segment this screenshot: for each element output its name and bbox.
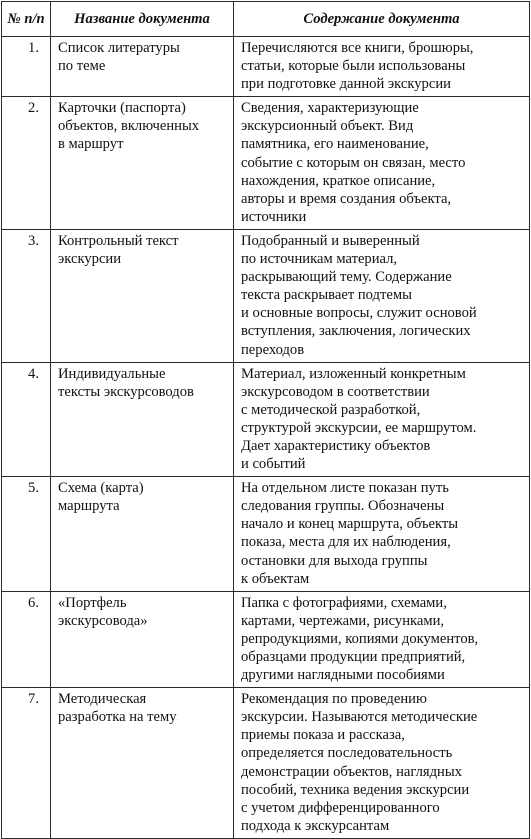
table-row xyxy=(2,362,530,477)
row-document-name: Индивидуальные тексты экскурсоводов xyxy=(51,362,234,477)
row-document-name: Схема (карта) маршрута xyxy=(51,477,234,592)
row-document-content: Сведения, характеризующие экскурсионный объект. Вид памятника, его наименование, событие с которым он связан, место нахождения, краткое описание, авторы и время создания объекта, источники xyxy=(234,97,530,230)
row-number: 6. xyxy=(2,591,51,687)
row-document-name: «Портфель экскурсовода» xyxy=(51,591,234,687)
row-document-content: Рекомендация по проведению экскурсии. Называются методические приемы показа и рассказа, определяется последовательность демонстрации объектов, наглядных пособий, техника ведения экскурсии с учетом дифференцированного подхода к экскурсантам xyxy=(234,688,530,839)
table-row xyxy=(2,688,530,839)
row-document-name: Методическая разработка на тему xyxy=(51,688,234,839)
row-document-content: Материал, изложенный конкретным экскурсоводом в соответствии с методической разработкой, структурой экскурсии, ее маршрутом. Дает характеристику объектов и событий xyxy=(234,362,530,477)
row-document-name: Карточки (паспорта) объектов, включенных в маршрут xyxy=(51,97,234,230)
row-document-name: Список литературы по теме xyxy=(51,37,234,97)
row-number: 1. xyxy=(2,37,51,97)
row-document-content: Папка с фотографиями, схемами, картами, чертежами, рисунками, репродукциями, копиями документов, образцами продукции предприятий, другими наглядными пособиями xyxy=(234,591,530,687)
row-document-content: Перечисляются все книги, брошюры, статьи, которые были использованы при подготовке данной экскурсии xyxy=(234,37,530,97)
table-row xyxy=(2,37,530,97)
documents-table xyxy=(1,1,530,839)
header-document-content: Содержание документа xyxy=(234,2,530,37)
row-document-name: Контрольный текст экскурсии xyxy=(51,229,234,362)
table-row xyxy=(2,477,530,592)
row-document-content: На отдельном листе показан путь следования группы. Обозначены начало и конец маршрута, объекты показа, места для их наблюдения, остановки для выхода группы к объектам xyxy=(234,477,530,592)
row-number: 4. xyxy=(2,362,51,477)
table-header-row xyxy=(2,2,530,37)
row-number: 3. xyxy=(2,229,51,362)
table-row xyxy=(2,97,530,230)
table-row xyxy=(2,591,530,687)
header-number: № п/п xyxy=(2,2,51,37)
row-document-content: Подобранный и выверенный по источникам материал, раскрывающий тему. Содержание текста раскрывает подтемы и основные вопросы, служит основой вступления, заключения, логических переходов xyxy=(234,229,530,362)
row-number: 5. xyxy=(2,477,51,592)
header-document-name: Название документа xyxy=(51,2,234,37)
row-number: 7. xyxy=(2,688,51,839)
table-row xyxy=(2,229,530,362)
row-number: 2. xyxy=(2,97,51,230)
